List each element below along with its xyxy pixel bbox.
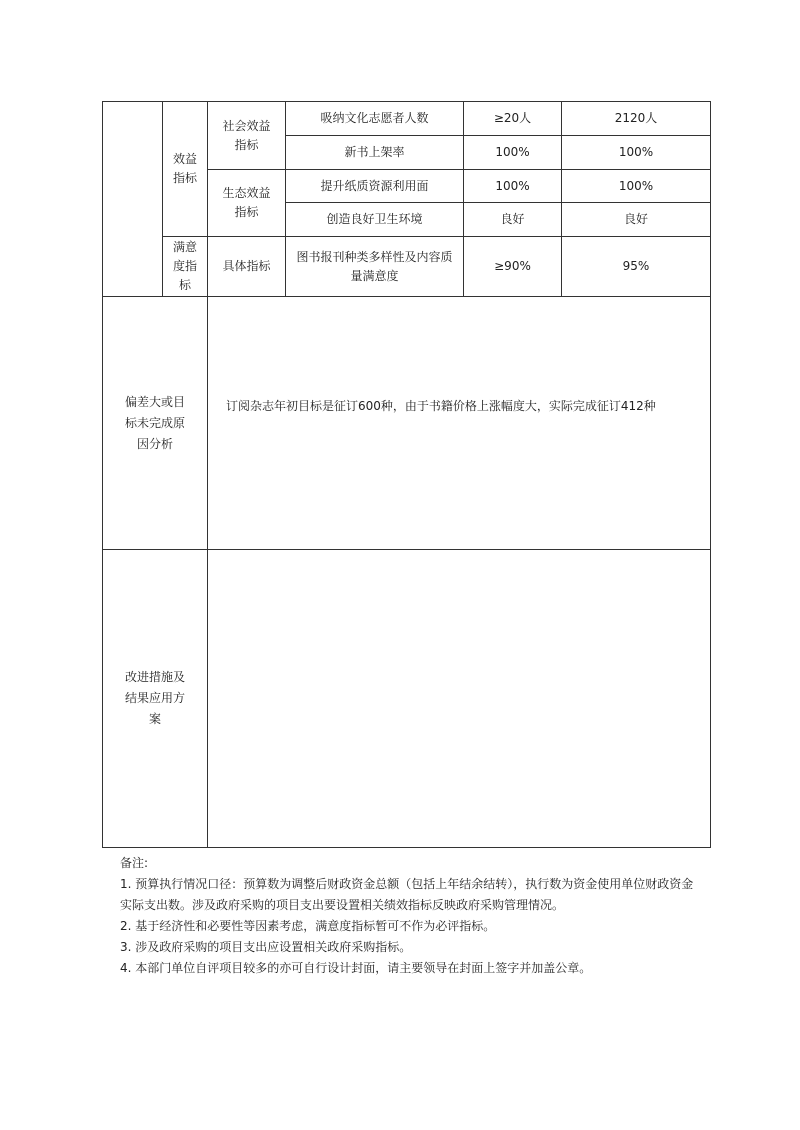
actual-cell: 良好 [562, 203, 711, 237]
actual-cell: 100% [562, 136, 711, 170]
target-cell: ≥90% [464, 237, 562, 297]
table-row [103, 237, 711, 297]
indicator-cell: 图书报刊种类多样性及内容质量满意度 [286, 237, 464, 297]
table-row [103, 102, 711, 136]
improvement-row [103, 550, 711, 848]
actual-cell: 100% [562, 170, 711, 203]
deviation-content [208, 297, 711, 550]
deviation-text: 订阅杂志年初目标是征订600种，由于书籍价格上涨幅度大，实际完成征订412种 [226, 399, 656, 413]
indicator-cell: 新书上架率 [286, 136, 464, 170]
indicator-cell: 提升纸质资源利用面 [286, 170, 464, 203]
target-cell: 100% [464, 136, 562, 170]
performance-table [102, 101, 711, 848]
target-cell: 100% [464, 170, 562, 203]
notes-section [120, 853, 700, 979]
category-satisfaction: 满意度指标 [163, 237, 208, 297]
note-item: 4. 本部门单位自评项目较多的亦可自行设计封面，请主要领导在封面上签字并加盖公章。 [120, 961, 592, 975]
target-cell: 良好 [464, 203, 562, 237]
note-item: 2. 基于经济性和必要性等因素考虑，满意度指标暂可不作为必评指标。 [120, 919, 496, 933]
indicator-cell: 吸纳文化志愿者人数 [286, 102, 464, 136]
improvement-content [208, 550, 711, 848]
note-item: 1. 预算执行情况口径：预算数为调整后财政资金总额（包括上年结余结转），执行数为资金使用单位财政资金实际支出数。涉及政府采购的项目支出要设置相关绩效指标反映政府采购管理情况。 [120, 877, 694, 912]
actual-cell: 2120人 [562, 102, 711, 136]
actual-cell: 95% [562, 237, 711, 297]
notes-title: 备注: [120, 856, 149, 870]
blank-first-col [103, 102, 163, 297]
subcategory-social: 社会效益指标 [208, 102, 286, 170]
subcategory-ecological: 生态效益指标 [208, 170, 286, 237]
target-cell: ≥20人 [464, 102, 562, 136]
deviation-label: 偏差大或目标未完成原因分析 [103, 297, 208, 550]
deviation-row [103, 297, 711, 550]
indicator-cell: 创造良好卫生环境 [286, 203, 464, 237]
note-item: 3. 涉及政府采购的项目支出应设置相关政府采购指标。 [120, 940, 412, 954]
category-benefit: 效益指标 [163, 102, 208, 237]
improvement-label: 改进措施及结果应用方案 [103, 550, 208, 848]
subcategory-specific: 具体指标 [208, 237, 286, 297]
